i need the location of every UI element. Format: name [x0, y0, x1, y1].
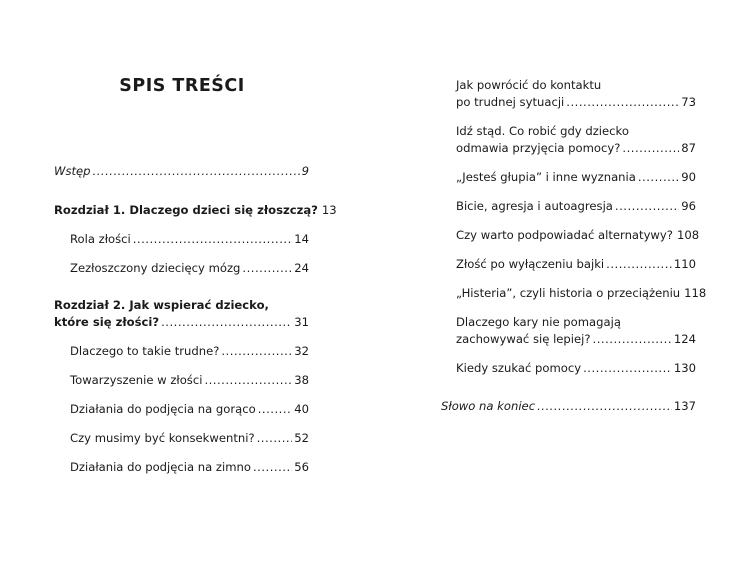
toc-entry-line	[54, 202, 337, 219]
toc-page-number: 96	[681, 199, 696, 213]
toc-entry-text: Bicie, agresja i autoagresja	[456, 199, 613, 213]
toc-page-number: 52	[294, 431, 309, 445]
leader-dots	[204, 372, 292, 389]
toc-entry-text: po trudnej sytuacji	[456, 95, 565, 109]
toc-entry-line	[70, 231, 309, 248]
toc-entry-line	[456, 94, 696, 111]
leader-dots	[593, 331, 672, 348]
toc-entry-text: Idź stąd. Co robić gdy dziecko	[456, 124, 629, 138]
toc-entry-section	[456, 77, 696, 111]
toc-entry-line	[456, 360, 696, 377]
toc-entry-text: Złość po wyłączeniu bajki	[456, 257, 605, 271]
leader-dots	[606, 256, 672, 273]
leader-dots	[221, 343, 292, 360]
toc-entry-section	[456, 123, 696, 157]
toc-entry-line	[456, 227, 700, 244]
toc-entry-text: Wstęp	[54, 164, 91, 178]
toc-entry-section	[70, 260, 309, 277]
leader-dots	[615, 198, 679, 215]
toc-entry-section	[456, 256, 696, 273]
toc-page-number: 108	[676, 228, 700, 242]
toc-entry-text: zachowywać się lepiej?	[456, 332, 591, 346]
toc-entry-chapter-2	[54, 297, 309, 331]
toc-entry-text: „Jesteś głupia” i inne wyznania	[456, 170, 636, 184]
toc-entry-section	[70, 372, 309, 389]
leader-dots	[583, 360, 672, 377]
leader-dots	[93, 163, 300, 180]
toc-entry-line	[70, 260, 309, 277]
toc-entry-text: Działania do podjęcia na zimno	[70, 460, 251, 474]
toc-entry-line	[54, 314, 309, 331]
toc-entry-line	[456, 285, 707, 302]
toc-entry-line	[456, 77, 696, 94]
toc-entry-text: Czy warto podpowiadać alternatywy?	[456, 228, 673, 242]
leader-dots	[566, 94, 679, 111]
toc-entry-section	[456, 285, 707, 302]
toc-entry-text: Rozdział 1. Dlaczego dzieci się złoszczą?	[54, 203, 318, 217]
toc-entry-chapter-1	[54, 202, 337, 219]
right-page	[375, 0, 750, 585]
leader-dots	[638, 169, 679, 186]
toc-entry-line	[70, 459, 309, 476]
toc-page-number: 38	[294, 373, 309, 387]
toc-page-number: 118	[684, 286, 707, 300]
toc-page-number: 32	[294, 344, 309, 358]
toc-page-number: 110	[673, 257, 696, 271]
toc-entry-line	[456, 256, 696, 273]
leader-dots	[537, 398, 672, 415]
toc-entry-line	[70, 401, 309, 418]
toc-entry-epilogue	[441, 398, 696, 415]
toc-entry-text: Zezłoszczony dziecięcy mózg	[70, 261, 241, 275]
toc-entry-text: odmawia przyjęcia pomocy?	[456, 141, 621, 155]
toc-page-number: 24	[294, 261, 309, 275]
toc-entry-text: „Histeria”, czyli historia o przeciążeniu	[456, 286, 681, 300]
toc-page-number: 13	[321, 203, 337, 217]
toc-entry-line	[441, 398, 696, 415]
toc-entry-line	[70, 343, 309, 360]
leader-dots	[622, 140, 679, 157]
toc-entry-text: Kiedy szukać pomocy	[456, 361, 582, 375]
leader-dots	[242, 260, 292, 277]
toc-entry-section	[456, 227, 700, 244]
toc-entry-text: Słowo na koniec	[441, 399, 536, 413]
toc-page-number: 130	[673, 361, 696, 375]
toc-page-number: 90	[681, 170, 696, 184]
toc-page-number: 56	[294, 460, 309, 474]
toc-page-number: 14	[294, 232, 309, 246]
toc-entry-text: Jak powrócić do kontaktu	[456, 78, 602, 92]
toc-entry-text: Rozdział 2. Jak wspierać dziecko,	[54, 298, 269, 312]
toc-page-number: 73	[681, 95, 696, 109]
toc-entry-section	[70, 401, 309, 418]
toc-entry-line	[54, 297, 309, 314]
toc-entry-section	[456, 169, 696, 186]
leader-dots	[161, 314, 292, 331]
toc-entry-line	[70, 430, 309, 447]
toc-entry-text: Rola złości	[70, 232, 131, 246]
toc-entry-section	[70, 231, 309, 248]
toc-page-number: 31	[294, 315, 309, 329]
toc-entry-line	[70, 372, 309, 389]
toc-entry-text: które się złości?	[54, 315, 160, 329]
toc-entry-line	[456, 123, 696, 140]
toc-page-number: 124	[673, 332, 696, 346]
toc-entry-text: Działania do podjęcia na gorąco	[70, 402, 256, 416]
leader-dots	[257, 430, 293, 447]
toc-page-number: 87	[681, 141, 696, 155]
toc-entry-line	[456, 314, 696, 331]
toc-entry-section	[70, 459, 309, 476]
toc-entry-text: Dlaczego to takie trudne?	[70, 344, 220, 358]
toc-entry-section	[456, 360, 696, 377]
toc-page-number: 9	[301, 164, 309, 178]
leader-dots	[258, 401, 293, 418]
toc-entry-line	[456, 140, 696, 157]
toc-entry-text: Dlaczego kary nie pomagają	[456, 315, 621, 329]
toc-entry-text: Czy musimy być konsekwentni?	[70, 431, 255, 445]
toc-entry-introduction	[54, 163, 309, 180]
toc-title: SPIS TREŚCI	[119, 76, 245, 96]
toc-entry-section	[456, 198, 696, 215]
toc-page-number: 40	[294, 402, 309, 416]
leader-dots	[253, 459, 292, 476]
toc-entry-section	[456, 314, 696, 348]
toc-entry-line	[54, 163, 309, 180]
leader-dots	[133, 231, 292, 248]
toc-page-number: 137	[673, 399, 696, 413]
toc-entry-text: Towarzyszenie w złości	[70, 373, 203, 387]
toc-entry-line	[456, 331, 696, 348]
toc-entry-section	[70, 343, 309, 360]
toc-entry-section	[70, 430, 309, 447]
toc-entry-line	[456, 198, 696, 215]
toc-entry-line	[456, 169, 696, 186]
